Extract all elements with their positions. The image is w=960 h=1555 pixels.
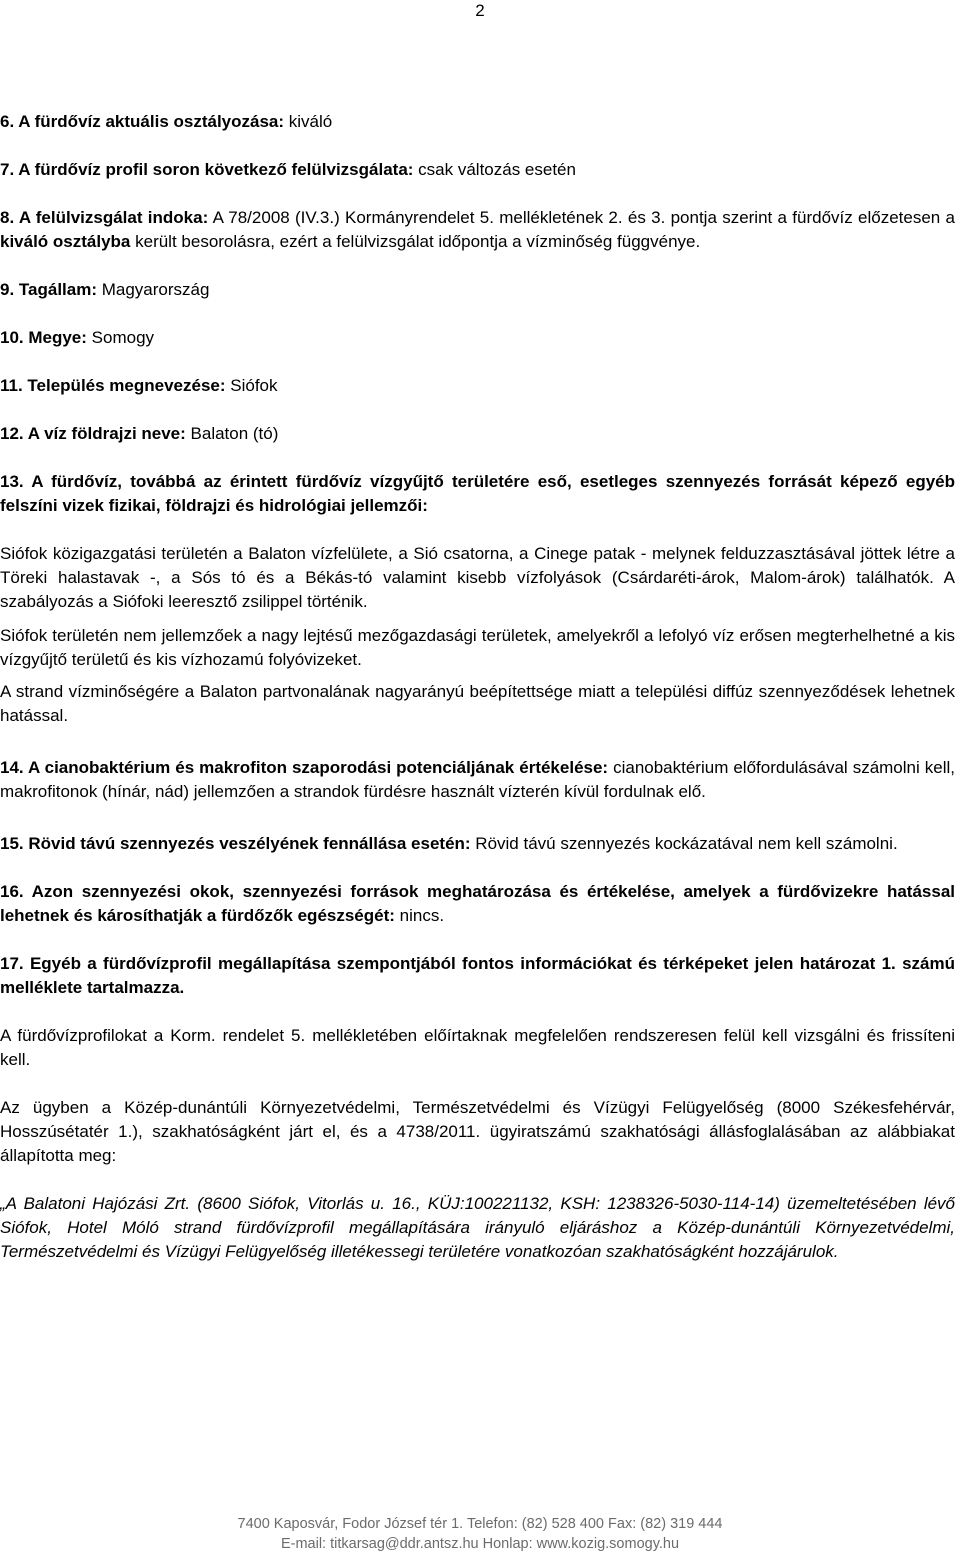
item-11-value: Siófok xyxy=(225,376,278,395)
item-7 xyxy=(0,158,955,182)
item-17 xyxy=(0,952,955,1000)
page-number: 2 xyxy=(475,1,485,20)
item-13-paragraph-2: Siófok területén nem jellemzőek a nagy lejtésű mezőgazdasági területek, amelyekről a lefolyó víz erősen megterhelhetné a kis vízgyűjtő területű és kis vízhozamú folyóvizeket. xyxy=(0,626,955,669)
item-11-label: 11. Település megnevezése: xyxy=(0,376,226,395)
item-6-label: 6. A fürdővíz aktuális osztályozása: xyxy=(0,112,285,131)
item-13 xyxy=(0,470,955,518)
item-14 xyxy=(0,756,955,804)
item-10-label: 10. Megye: xyxy=(0,328,87,347)
item-16 xyxy=(0,880,955,928)
item-8-label: 8. A felülvizsgálat indoka: xyxy=(0,208,209,227)
item-16-label: 16. Azon szennyezési okok, szennyezési források meghatározása és értékelése, amelyek a fürdővizekre hatással lehetnek és károsíthatják a fürdőzők egészségét: xyxy=(0,882,955,925)
item-14-label: 14. A cianobaktérium és makrofiton szaporodási potenciáljának értékelése: xyxy=(0,758,609,777)
item-8-text-a: A 78/2008 (IV.3.) Kormányrendelet 5. mellékletének 2. és 3. pontja szerint a fürdővíz előzetesen a xyxy=(208,208,955,227)
item-6 xyxy=(0,110,955,134)
item-10-value: Somogy xyxy=(86,328,155,347)
item-14-value: cianobaktérium előfordulásával számolni kell, makrofitonok (hínár, nád) jellemzően a strandok fürdésre használt vízterén kívül fordulnak elő. xyxy=(0,758,955,801)
document-body xyxy=(0,110,955,1264)
item-15 xyxy=(0,832,955,856)
item-12-value: Balaton (tó) xyxy=(185,424,279,443)
authority-quote: „A Balatoni Hajózási Zrt. (8600 Siófok, Vitorlás u. 16., KÜJ:100221132, KSH: 1238326-5030-114-14) üzemeltetésében lévő Siófok, Hotel Móló strand fürdővízprofil megállapítására irányuló eljáráshoz a Közép-dunántúli Környezetvédelmi, Természetvédelmi és Vízügyi Felügyelőség illetékessegi területére vonatkozóan szakhatóságként hozzájárulok. xyxy=(0,1194,955,1261)
profile-review-paragraph: A fürdővízprofilokat a Korm. rendelet 5. mellékletében előírtaknak megfelelően rendszeresen felül kell vizsgálni és frissíteni kell. xyxy=(0,1026,955,1069)
item-12-label: 12. A víz földrajzi neve: xyxy=(0,424,186,443)
authority-paragraph: Az ügyben a Közép-dunántúli Környezetvédelmi, Természetvédelmi és Vízügyi Felügyelőség (8000 Székesfehérvár, Hosszúsétatér 1.), szakhatóságként járt el, és a 4738/2011. ügyiratszámú szakhatósági állásfoglalásában az alábbiakat állapította meg: xyxy=(0,1098,955,1165)
item-6-value: kiváló xyxy=(284,112,333,131)
item-13-paragraph-3: A strand vízminőségére a Balaton partvonalának nagyarányú beépítettsége miatt a települési diffúz szennyeződések lehetnek hatással. xyxy=(0,682,955,725)
item-7-label: 7. A fürdővíz profil soron következő felülvizsgálata: xyxy=(0,160,414,179)
item-8-text-b: került besorolásra, ezért a felülvizsgálat időpontja a vízminőség függvénye. xyxy=(130,232,701,251)
item-15-value: Rövid távú szennyezés kockázatával nem kell számolni. xyxy=(470,834,898,853)
item-8-emphasis: kiváló osztályba xyxy=(0,232,131,251)
item-17-label: 17. Egyéb a fürdővízprofil megállapítása szempontjából fontos információkat és térképeket jelen határozat 1. számú melléklete tartalmazza. xyxy=(0,954,955,997)
item-11 xyxy=(0,374,955,398)
item-13-label: 13. A fürdővíz, továbbá az érintett fürdővíz vízgyűjtő területére eső, esetleges szennyezés forrását képező egyéb felszíni vizek fizikai, földrajzi és hidrológiai jellemzői: xyxy=(0,472,955,515)
item-8 xyxy=(0,206,955,254)
item-9-value: Magyarország xyxy=(97,280,210,299)
footer-address: 7400 Kaposvár, Fodor József tér 1. Telefon: (82) 528 400 Fax: (82) 319 444 xyxy=(237,1516,723,1532)
item-13-paragraph-1: Siófok közigazgatási területén a Balaton vízfelülete, a Sió csatorna, a Cinege patak - melynek felduzzasztásával jöttek létre a Töreki halastavak -, a Sós tó és a Békás-tó valamint kisebb vízfolyások (Csárdaréti-árok, Malom-árok) találhatók. A szabályozás a Siófoki leeresztő zsilippel történik. xyxy=(0,544,955,611)
footer-contact: E-mail: titkarsag@ddr.antsz.hu Honlap: www.kozig.somogy.hu xyxy=(280,1536,680,1552)
item-16-value: nincs. xyxy=(394,906,445,925)
item-9 xyxy=(0,278,955,302)
item-7-value: csak változás esetén xyxy=(413,160,576,179)
item-15-label: 15. Rövid távú szennyezés veszélyének fennállása esetén: xyxy=(0,834,471,853)
item-9-label: 9. Tagállam: xyxy=(0,280,97,299)
item-10 xyxy=(0,326,955,350)
item-12 xyxy=(0,422,955,446)
